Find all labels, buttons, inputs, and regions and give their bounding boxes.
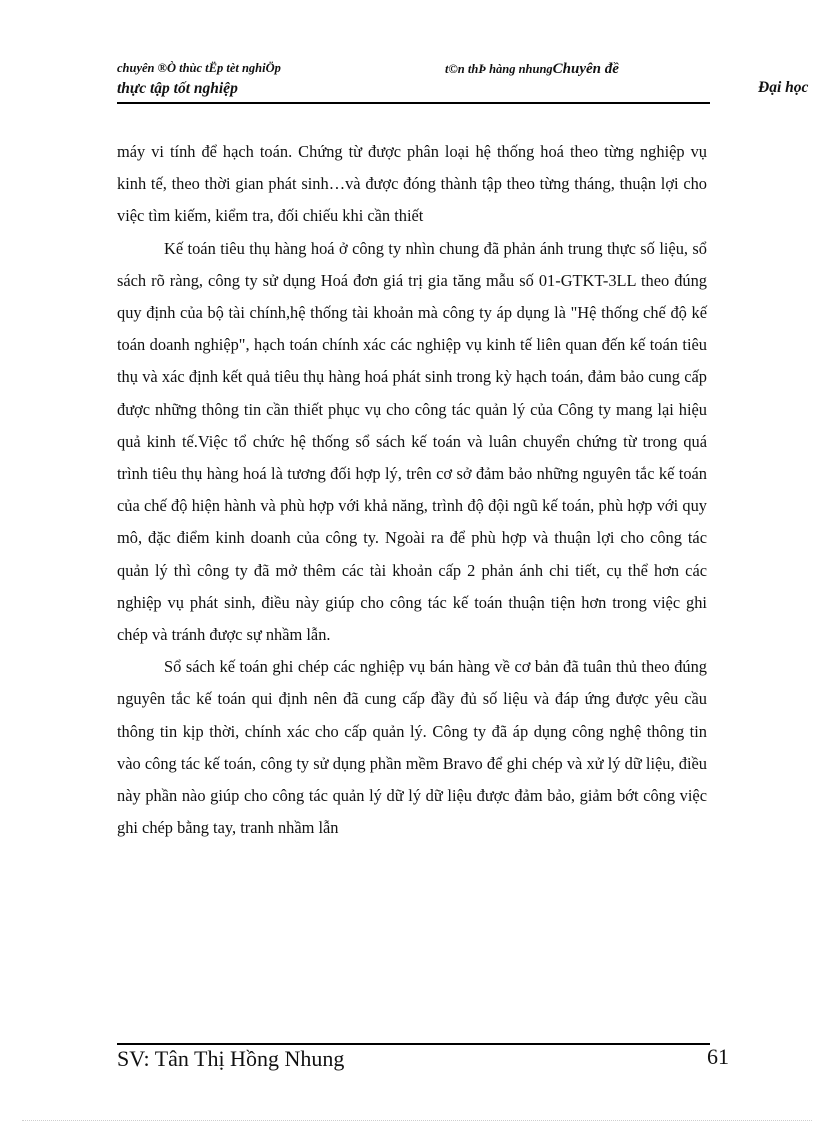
page-edge-divider bbox=[22, 1120, 812, 1121]
header-university: Đại học bbox=[758, 79, 809, 96]
paragraph: Sổ sách kế toán ghi chép các nghiệp vụ bán hàng về cơ bản đã tuân thủ theo đúng nguyên tắc kế toán qui định nên đã cung cấp đầy đủ số liệu và đáp ứng được yêu cầu thông tin kịp thời, chính xác cho cấp quản lý. Công ty đã áp dụng công nghệ thông tin vào công tác kế toán, công ty sử dụng phần mềm Bravo để ghi chép và xử lý dữ liệu, điều này phần nào giúp cho công tác quản lý dữ lý dữ liệu được đảm bảo, giảm bớt công việc ghi chép bằng tay, tranh nhầm lẫn bbox=[117, 657, 707, 838]
header-author bbox=[445, 61, 619, 78]
document-body bbox=[117, 136, 707, 844]
page-number: 61 bbox=[707, 1044, 729, 1069]
header-author-name: t©n thÞ hàng nhung bbox=[445, 62, 553, 76]
header-topic: Chuyên đề bbox=[552, 61, 619, 77]
page-header bbox=[117, 58, 710, 104]
paragraph: máy vi tính để hạch toán. Chứng từ được phân loại hệ thống hoá theo từng nghiệp vụ kinh tế, theo thời gian phát sinh…và được đóng thành tập theo từng tháng, thuận lợi cho việc tìm kiếm, kiểm tra, đối chiếu khi cần thiết bbox=[117, 142, 707, 226]
paragraph: Kế toán tiêu thụ hàng hoá ở công ty nhìn chung đã phản ánh trung thực số liệu, sổ sách rõ ràng, công ty sử dụng Hoá đơn giá trị gia tăng mẫu số 01-GTKT-3LL theo đúng quy định của bộ tài chính,hệ thống tài khoản mà công ty áp dụng là "Hệ thống chế độ kế toán doanh nghiệp", hạch toán chính xác các nghiệp vụ kinh tế liên quan đến kế toán tiêu thụ và xác định kết quả tiêu thụ hàng hoá phát sinh trong kỳ hạch toán, đảm bảo cung cấp được những thông tin cần thiết phục vụ cho công tác quản lý của Công ty mang lại hiệu quả kinh tế.Việc tổ chức hệ thống sổ sách kế toán và luân chuyển chứng từ trong quá trình tiêu thụ hàng hoá là tương đối hợp lý, trên cơ sở đảm bảo những nguyên tắc kế toán của chế độ hiện hành và phù hợp với khả năng, trình độ đội ngũ kế toán, phù hợp với quy mô, đặc điểm kinh doanh của công ty. Ngoài ra để phù hợp và thuận lợi cho công tác quản lý thì công ty đã mở thêm các tài khoản cấp 2 phản ánh chi tiết, cụ thể hơn các nghiệp vụ phát sinh, điều này giúp cho công tác kế toán thuận tiện hơn trong việc ghi chép và tránh được sự nhầm lẫn. bbox=[117, 238, 707, 645]
header-subtitle: thực tập tốt nghiệp bbox=[117, 80, 238, 97]
footer-divider bbox=[117, 1043, 710, 1045]
header-title-encoded: chuyên ®Ò thùc tËp tèt nghiÖp bbox=[117, 61, 281, 75]
footer-student-name: SV: Tân Thị Hồng Nhung bbox=[117, 1046, 345, 1071]
